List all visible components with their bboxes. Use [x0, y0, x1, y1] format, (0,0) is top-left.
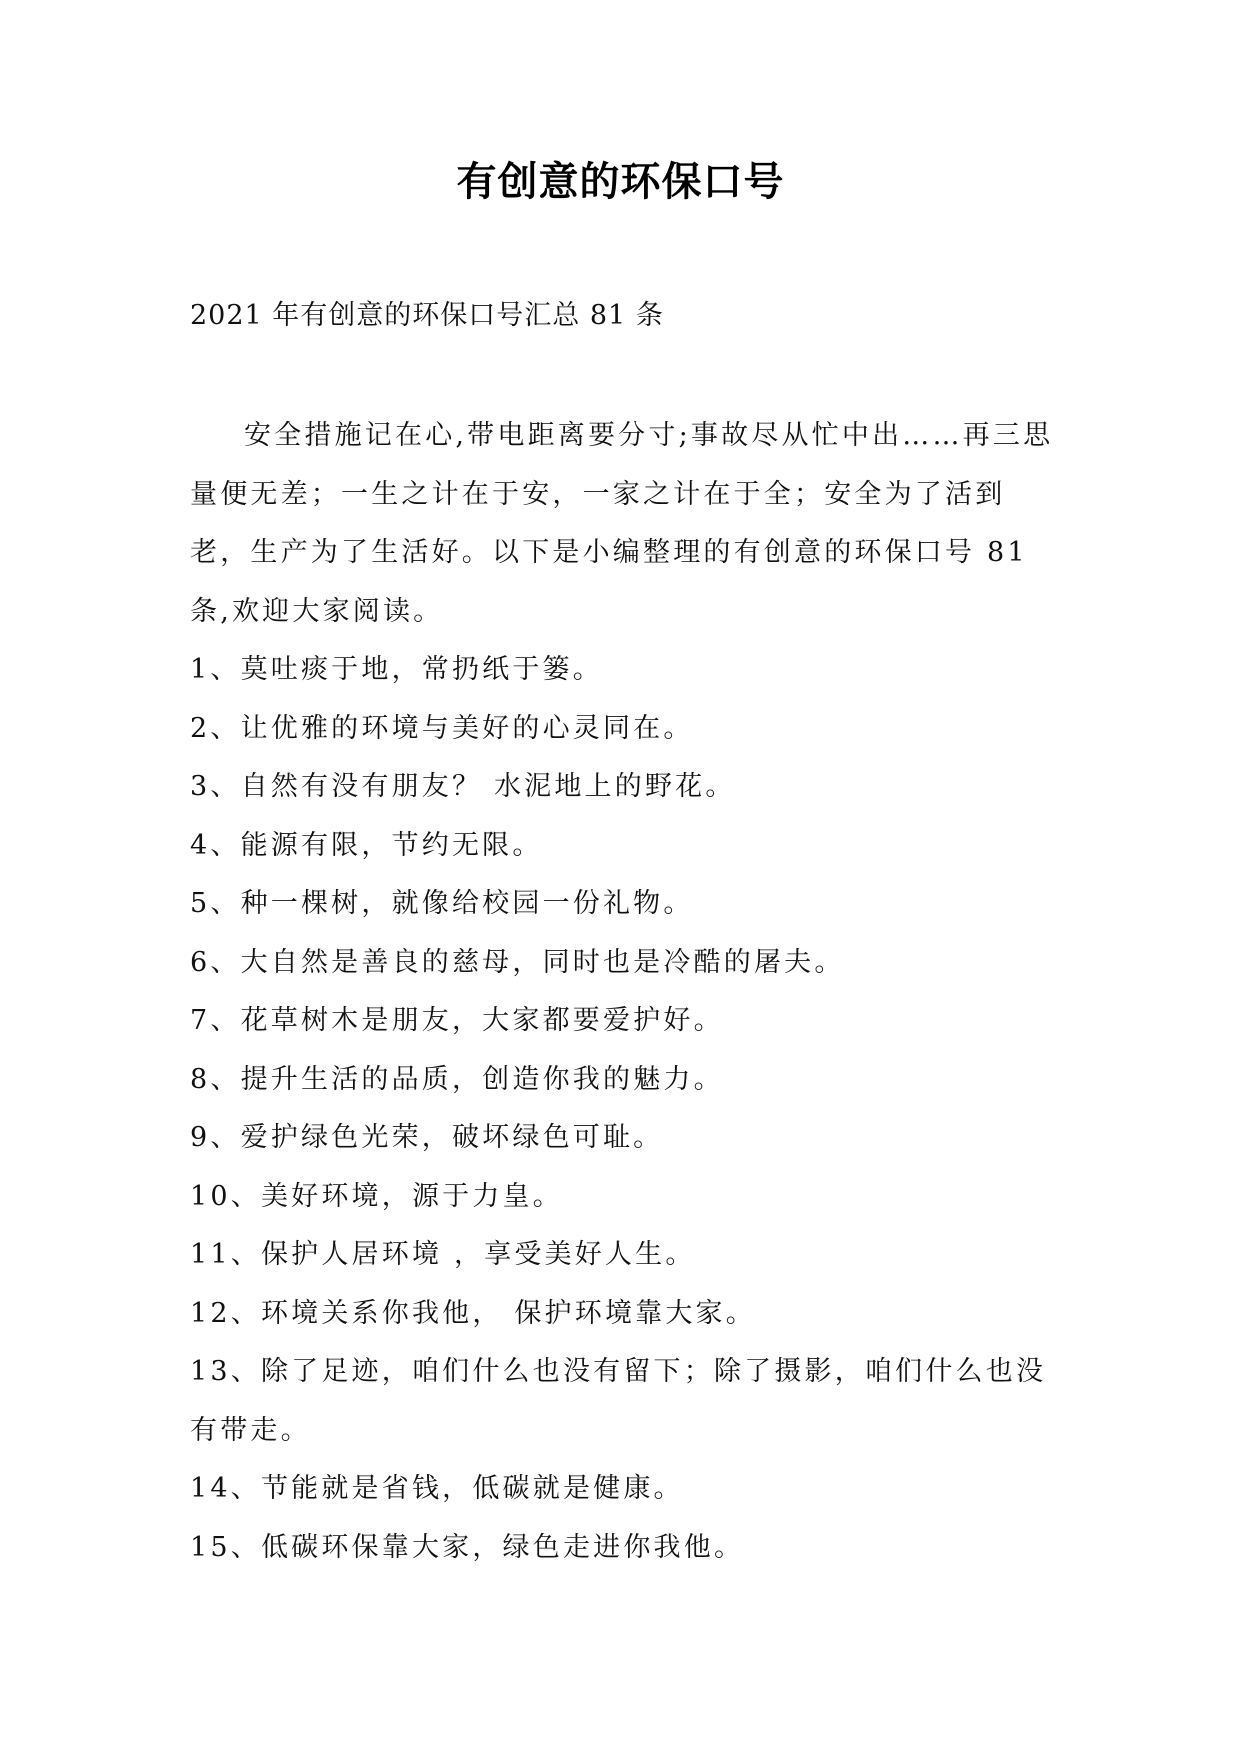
intro-paragraph: 安全措施记在心,带电距离要分寸;事故尽从忙中出……再三思量便无差；一生之计在于安，一家之计在于全；安全为了活到老，生产为了生活好。以下是小编整理的有创意的环保口号 81 条,欢迎大家阅读。 — [190, 420, 1054, 627]
list-item: 11、保护人居环境 ，享受美好人生。 — [190, 1239, 696, 1270]
body-text — [190, 407, 1056, 1577]
list-item: 7、花草树木是朋友，大家都要爱护好。 — [190, 1005, 724, 1036]
list-item: 1、莫吐痰于地，常扔纸于篓。 — [190, 654, 603, 685]
list-item: 15、低碳环保靠大家，绿色走进你我他。 — [190, 1531, 745, 1563]
page-title: 有创意的环保口号 — [456, 159, 785, 205]
list-item: 14、节能就是省钱，低碳就是健康。 — [190, 1473, 684, 1504]
list-item: 5、种一棵树，就像给校园一份礼物。 — [190, 888, 694, 919]
list-item: 4、能源有限，节约无限。 — [190, 829, 543, 861]
list-item: 2、让优雅的环境与美好的心灵同在。 — [190, 712, 694, 744]
list-item: 3、自然有没有朋友？ 水泥地上的野花。 — [190, 771, 736, 802]
list-item: 13、除了足迹，咱们什么也没有留下；除了摄影，咱们什么也没有带走。 — [190, 1356, 1047, 1446]
subtitle: 2021 年有创意的环保口号汇总 81 条 — [190, 300, 664, 331]
list-item: 12、环境关系你我他， 保护环境靠大家。 — [190, 1297, 756, 1329]
list-item: 10、美好环境，源于力皇。 — [190, 1180, 563, 1212]
list-item: 9、爱护绿色光荣，破坏绿色可耻。 — [190, 1122, 664, 1153]
list-item: 6、大自然是善良的慈母，同时也是冷酷的屠夫。 — [190, 946, 845, 978]
list-item: 8、提升生活的品质，创造你我的魅力。 — [190, 1063, 724, 1095]
